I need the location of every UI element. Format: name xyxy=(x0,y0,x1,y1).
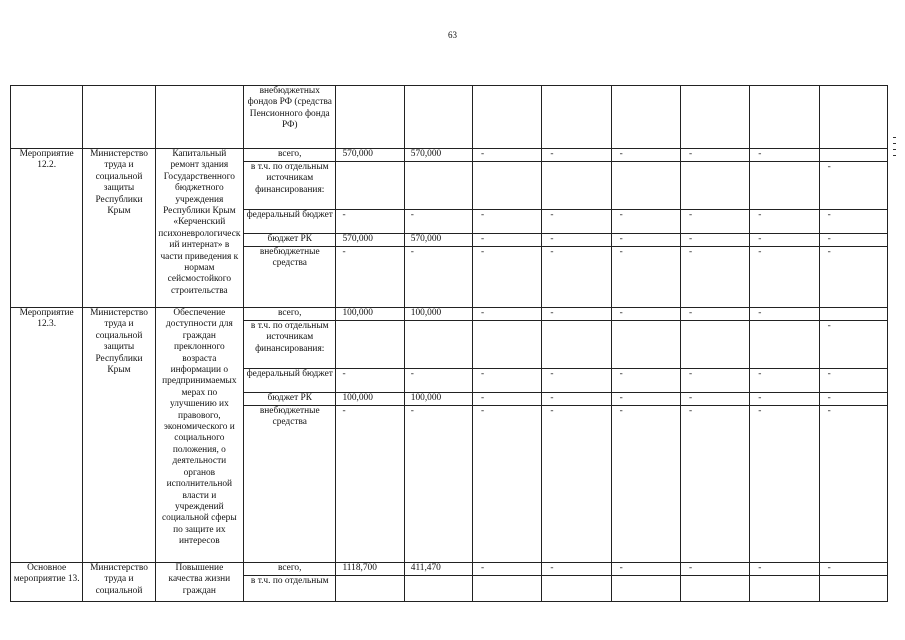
value-cell: - xyxy=(542,369,611,393)
value-cell: - xyxy=(819,162,887,210)
table-row xyxy=(11,149,888,162)
value-cell xyxy=(611,321,680,369)
source-cell: федеральный бюджет xyxy=(244,369,336,393)
value-cell xyxy=(473,576,542,602)
value-cell: - xyxy=(819,210,887,234)
value-cell: - xyxy=(473,369,542,393)
value-cell xyxy=(611,162,680,210)
value-cell xyxy=(611,86,680,149)
page-number: 63 xyxy=(448,30,457,40)
value-cell xyxy=(473,86,542,149)
amount-cell xyxy=(336,162,404,210)
value-cell: - xyxy=(473,149,542,162)
amount-cell: 1118,700 xyxy=(336,563,404,576)
value-cell: - xyxy=(680,234,749,247)
value-cell: - xyxy=(611,406,680,563)
amount-cell: 570,000 xyxy=(336,234,404,247)
value-cell xyxy=(819,308,887,321)
source-cell: внебюджетных фондов РФ (средства Пенсионного фонда РФ) xyxy=(244,86,336,149)
amount-cell xyxy=(336,321,404,369)
value-cell: - xyxy=(750,308,819,321)
value-cell: - xyxy=(542,406,611,563)
value-cell xyxy=(819,149,887,162)
value-cell: - xyxy=(611,210,680,234)
amount-cell: - xyxy=(336,369,404,393)
value-cell: - xyxy=(542,393,611,406)
amount-cell: 570,000 xyxy=(336,149,404,162)
value-cell xyxy=(680,86,749,149)
value-cell xyxy=(336,86,404,149)
executor-cell: Министерство труда и социальной защиты Республики Крым xyxy=(83,149,155,308)
executor-cell: Министерство труда и социальной защиты Республики Крым xyxy=(83,308,155,563)
amount-cell: 570,000 xyxy=(404,234,472,247)
value-cell: - xyxy=(750,247,819,308)
value-cell: - xyxy=(473,234,542,247)
value-cell xyxy=(542,576,611,602)
value-cell: - xyxy=(819,393,887,406)
source-cell: внебюджетные средства xyxy=(244,247,336,308)
source-cell: бюджет РК xyxy=(244,234,336,247)
value-cell xyxy=(680,321,749,369)
value-cell: - xyxy=(473,563,542,576)
value-cell: - xyxy=(611,393,680,406)
value-cell xyxy=(750,321,819,369)
value-cell: - xyxy=(611,234,680,247)
value-cell: - xyxy=(542,210,611,234)
value-cell xyxy=(542,162,611,210)
value-cell: - xyxy=(680,308,749,321)
value-cell: - xyxy=(819,406,887,563)
value-cell: - xyxy=(473,210,542,234)
value-cell: - xyxy=(473,308,542,321)
value-cell xyxy=(611,576,680,602)
source-cell: федеральный бюджет xyxy=(244,210,336,234)
amount-cell xyxy=(336,576,404,602)
value-cell: - xyxy=(680,247,749,308)
budget-table xyxy=(10,85,888,602)
table-row xyxy=(11,563,888,576)
value-cell: - xyxy=(819,563,887,576)
value-cell: - xyxy=(750,563,819,576)
value-cell: - xyxy=(680,149,749,162)
value-cell: - xyxy=(750,406,819,563)
value-cell: - xyxy=(680,563,749,576)
table-row xyxy=(11,308,888,321)
value-cell: - xyxy=(750,210,819,234)
value-cell xyxy=(750,576,819,602)
value-cell: - xyxy=(819,247,887,308)
amount-cell: 100,000 xyxy=(336,308,404,321)
value-cell: - xyxy=(750,234,819,247)
amount-cell: - xyxy=(404,210,472,234)
amount-cell: 570,000 xyxy=(404,149,472,162)
name-cell: Обеспечение доступности для граждан преклонного возраста информации о предпринимаемых мерах по улучшению их правового, экономического и социального положения, о деятельности органов исполнительной власти и учреждений социальной сферы по защите их интересов xyxy=(155,308,243,563)
value-cell: - xyxy=(611,247,680,308)
amount-cell: 100,000 xyxy=(404,308,472,321)
source-cell: внебюджетные средства xyxy=(244,406,336,563)
value-cell: - xyxy=(819,369,887,393)
amount-cell: - xyxy=(404,247,472,308)
value-cell: - xyxy=(542,149,611,162)
value-cell xyxy=(11,86,83,149)
value-cell xyxy=(750,162,819,210)
name-cell: Капитальный ремонт здания Государственного бюджетного учреждения Республики Крым «Керченский психоневрологический интернат» в части приведения к нормам сейсмостойкого строительства xyxy=(155,149,243,308)
amount-cell: 100,000 xyxy=(404,393,472,406)
source-cell: в т.ч. по отдельным источникам финансирования: xyxy=(244,162,336,210)
value-cell xyxy=(680,576,749,602)
value-cell: - xyxy=(680,406,749,563)
amount-cell xyxy=(404,321,472,369)
value-cell: - xyxy=(473,406,542,563)
value-cell xyxy=(680,162,749,210)
amount-cell: - xyxy=(336,210,404,234)
value-cell xyxy=(155,86,243,149)
source-cell: всего, xyxy=(244,563,336,576)
value-cell: - xyxy=(680,210,749,234)
continuation-row xyxy=(11,86,888,149)
source-cell: всего, xyxy=(244,149,336,162)
event-cell: Мероприятие 12.2. xyxy=(11,149,83,308)
value-cell: - xyxy=(473,247,542,308)
value-cell: - xyxy=(473,393,542,406)
value-cell: - xyxy=(611,149,680,162)
value-cell: - xyxy=(611,563,680,576)
value-cell: - xyxy=(680,393,749,406)
value-cell: - xyxy=(680,369,749,393)
value-cell: - xyxy=(750,149,819,162)
value-cell xyxy=(819,576,887,602)
value-cell xyxy=(819,86,887,149)
source-cell: всего, xyxy=(244,308,336,321)
value-cell xyxy=(542,86,611,149)
value-cell xyxy=(83,86,155,149)
source-cell: в т.ч. по отдельным источникам финансирования: xyxy=(244,321,336,369)
executor-cell: Министерство труда и социальной xyxy=(83,563,155,602)
amount-cell: - xyxy=(404,369,472,393)
event-cell: Основное мероприятие 13. xyxy=(11,563,83,602)
amount-cell xyxy=(404,576,472,602)
value-cell xyxy=(542,321,611,369)
value-cell: - xyxy=(750,369,819,393)
value-cell: - xyxy=(750,393,819,406)
name-cell: Повышение качества жизни граждан xyxy=(155,563,243,602)
source-cell: бюджет РК xyxy=(244,393,336,406)
value-cell: - xyxy=(819,321,887,369)
value-cell: - xyxy=(542,247,611,308)
value-cell: - xyxy=(542,308,611,321)
amount-cell: - xyxy=(336,406,404,563)
value-cell: - xyxy=(542,563,611,576)
value-cell xyxy=(473,321,542,369)
value-cell xyxy=(404,86,472,149)
value-cell: - xyxy=(611,369,680,393)
event-cell: Мероприятие 12.3. xyxy=(11,308,83,563)
value-cell: - xyxy=(542,234,611,247)
value-cell: - xyxy=(611,308,680,321)
amount-cell xyxy=(404,162,472,210)
amount-cell: - xyxy=(404,406,472,563)
amount-cell: - xyxy=(336,247,404,308)
value-cell: - xyxy=(819,234,887,247)
source-cell: в т.ч. по отдельным xyxy=(244,576,336,602)
value-cell xyxy=(473,162,542,210)
value-cell xyxy=(750,86,819,149)
amount-cell: 100,000 xyxy=(336,393,404,406)
amount-cell: 411,470 xyxy=(404,563,472,576)
margin-mark xyxy=(893,135,899,165)
